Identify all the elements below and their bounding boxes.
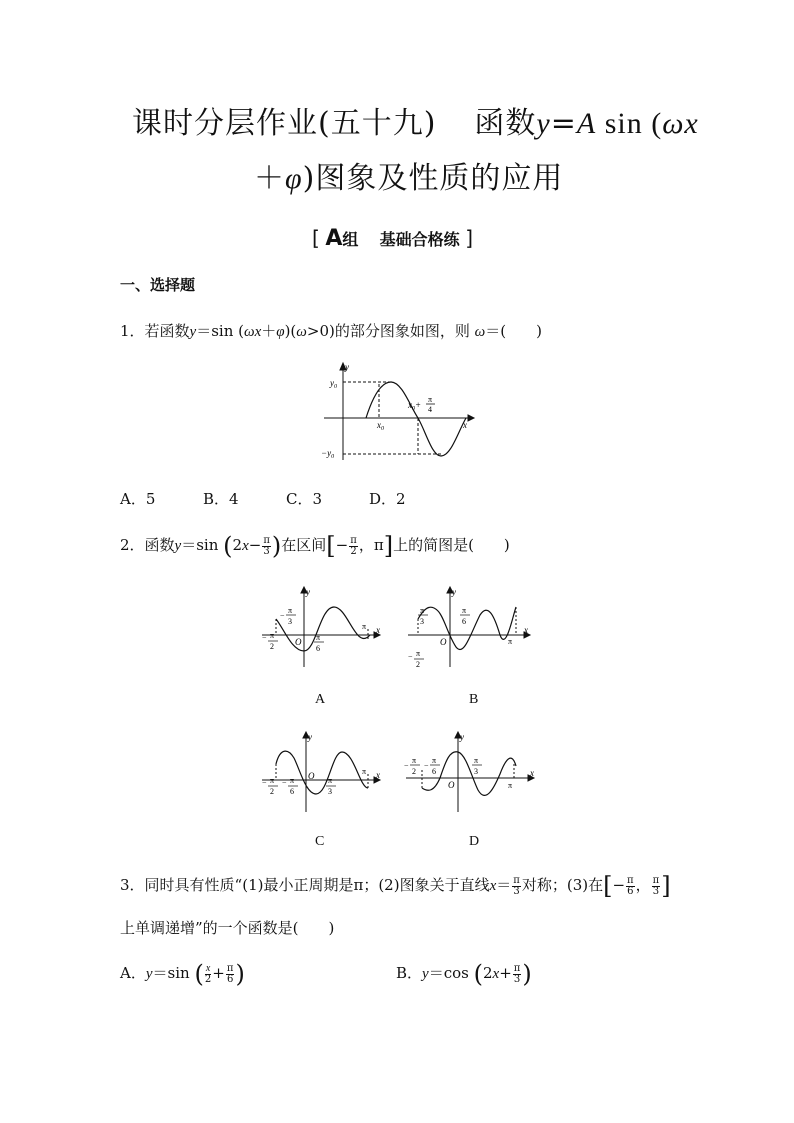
q1-option-c[interactable]: C．3	[286, 490, 323, 508]
q-var: ωx	[244, 324, 262, 340]
frac-den: 3	[652, 885, 660, 897]
tick-label: π	[416, 649, 421, 658]
q-text: +	[212, 964, 225, 982]
bracket-open: [	[312, 226, 320, 250]
axis-label-y: y	[452, 587, 456, 597]
tick-label: −	[404, 761, 409, 770]
tick-label: π	[474, 756, 479, 765]
q-text: 上的简图是( )	[393, 536, 510, 554]
tick-label: 6	[290, 787, 294, 796]
frac-num: π	[627, 874, 634, 886]
q1-option-a[interactable]: A．5	[120, 490, 156, 508]
frac-den: 6	[627, 885, 634, 897]
q-text: ＝sin	[181, 536, 219, 554]
tick-label: 3	[420, 617, 424, 626]
tick-label: π	[462, 606, 467, 615]
frac-num: π	[350, 534, 357, 546]
q-text: −	[335, 536, 349, 554]
axis-label-x: x	[463, 420, 467, 430]
title-part: 函数	[474, 106, 537, 141]
axis-label-x: x	[376, 625, 380, 635]
frac-num: π	[226, 962, 234, 974]
title-part: =	[550, 106, 577, 141]
label-pi: π	[428, 395, 433, 404]
tick-label: −	[282, 778, 287, 787]
q-text: −	[248, 536, 262, 554]
frac-den: 2	[350, 545, 357, 557]
axis-label-x: x	[530, 768, 534, 778]
axis-label-y: y	[306, 587, 310, 597]
tick-label: −	[280, 611, 285, 620]
origin-label: O	[448, 780, 455, 790]
title-var: φ	[285, 162, 303, 195]
q3-option-b[interactable]: B．y＝cos (2x+ $\frac{\pi}{3}$ )	[396, 960, 532, 988]
q2-caption-a[interactable]: A	[315, 692, 326, 707]
frac-den: 3	[513, 885, 520, 897]
section-heading: 一、选择题	[120, 276, 196, 294]
q-var: φ	[276, 324, 285, 340]
q-text: π	[373, 536, 384, 554]
group-label: 组	[342, 230, 359, 249]
tick-label: π	[328, 776, 333, 785]
title-part: ＋	[254, 161, 285, 196]
q1-option-b[interactable]: B．4	[203, 490, 239, 508]
bracket-close: ]	[465, 226, 473, 250]
q-text: >0)的部分图象如图，则	[306, 322, 475, 340]
q-text: ，	[635, 876, 651, 894]
q-text: 2．函数	[120, 536, 175, 554]
tick-label: −	[262, 633, 267, 642]
q2-caption-b[interactable]: B	[469, 692, 479, 707]
axis-label-y: y	[460, 732, 464, 742]
q-text: ＝cos	[428, 964, 469, 982]
question-3-stem: 3．同时具有性质“(1)最小正周期是π；(2)图象关于直线x＝ $\frac{\pi}{3}$ 对称；(3)在[− $\frac{\pi}{6}$ ， $\frac{\pi}{3}$ ]	[120, 872, 671, 900]
frac-den: 2	[204, 973, 212, 985]
x-axis-arrow	[468, 415, 474, 421]
q-text: 2	[232, 536, 243, 554]
sine-curve	[366, 382, 466, 456]
axis-label-x: x	[376, 770, 380, 780]
tick-label: π	[290, 776, 295, 785]
title-var: ωx	[662, 107, 699, 140]
frac-num: π	[513, 874, 520, 886]
tick-label: π	[362, 622, 367, 631]
label-x0: $x_0$	[377, 420, 384, 432]
q-var: y	[422, 966, 429, 982]
q-text: ＝( )	[485, 322, 542, 340]
title-var: A	[576, 107, 597, 140]
q-var: x	[242, 538, 249, 554]
tick-label: π	[316, 633, 321, 642]
tick-label: 6	[316, 644, 320, 653]
q2-caption-d[interactable]: D	[469, 834, 480, 849]
origin-label: O	[440, 637, 447, 647]
tick-label: π	[270, 631, 275, 640]
label-x0-plus: $x_0+$	[408, 400, 422, 412]
tick-label: 3	[328, 787, 332, 796]
group-letter: A	[325, 226, 343, 251]
tick-label: 3	[288, 617, 292, 626]
question-1-graph	[318, 360, 478, 464]
frac-num: x	[205, 962, 211, 974]
tick-label: π	[270, 776, 275, 785]
q-var: y	[174, 538, 182, 554]
axis-label-y: y	[308, 732, 312, 742]
tick-label: −	[424, 761, 429, 770]
label-4: 4	[428, 405, 432, 414]
origin-label: O	[295, 637, 302, 647]
frac-den: 3	[513, 973, 521, 985]
q-text: 1．若函数	[120, 322, 190, 340]
frac-den: 3	[263, 545, 270, 557]
tick-label: π	[362, 767, 367, 776]
group-header	[312, 226, 473, 251]
title-var: y	[536, 107, 551, 140]
tick-label: π	[420, 606, 425, 615]
tick-label: π	[412, 756, 417, 765]
tick-label: 2	[416, 660, 420, 669]
frac-den: 6	[226, 973, 234, 985]
q-var: x	[492, 966, 500, 982]
tick-label: π	[288, 606, 293, 615]
question-1-stem	[120, 320, 542, 341]
frac-num: π	[652, 874, 660, 886]
q-var: ω	[296, 324, 307, 340]
q-var: ω	[474, 324, 486, 340]
q2-graph-b	[404, 585, 532, 669]
q-text: +	[499, 964, 512, 982]
axis-label-x: x	[524, 625, 528, 635]
q3-option-a[interactable]: A．y＝sin ( $\frac{x}{2}$ + $\frac{\pi}{6}$ )	[120, 960, 245, 988]
page-title-line1	[132, 98, 699, 142]
q2-caption-c[interactable]: C	[315, 834, 325, 849]
tick-label: −	[408, 652, 413, 661]
q-text: 对称；(3)在	[521, 876, 604, 894]
title-part: )图象及性质的应用	[302, 161, 564, 196]
q2-graph-d	[402, 730, 536, 814]
q-var: y	[145, 966, 153, 982]
tick-label: π	[508, 637, 513, 646]
q2-graph-c	[258, 730, 382, 814]
tick-label: 6	[432, 767, 436, 776]
q2-graph-a	[258, 585, 382, 669]
tick-label: 2	[270, 787, 274, 796]
q-text: ＝sin	[152, 964, 190, 982]
q-text: B．	[396, 964, 423, 982]
tick-label: 3	[474, 767, 478, 776]
tick-label: −	[262, 778, 267, 787]
q1-option-d[interactable]: D．2	[369, 490, 406, 508]
tick-label: 6	[462, 617, 466, 626]
question-3-stem-line2: 上单调递增”的一个函数是( )	[120, 919, 335, 937]
q-text: 3．同时具有性质“(1)最小正周期是π；(2)图象关于直线	[120, 876, 490, 894]
q-text: 2	[483, 964, 493, 982]
q-text: ＝sin (	[196, 322, 244, 340]
origin-label: O	[308, 771, 315, 781]
title-part: 课时分层作业(五十九)	[132, 106, 437, 141]
frac-num: π	[263, 534, 270, 546]
label-neg-y0: $-y_0$	[321, 448, 335, 460]
tick-label: π	[432, 756, 437, 765]
title-part: sin (	[596, 107, 663, 140]
axis-label-y: y	[345, 362, 349, 372]
label-y0: $y_0$	[330, 378, 337, 390]
q-text: ＝	[496, 876, 512, 894]
tick-label: 2	[412, 767, 416, 776]
tick-label: π	[508, 781, 513, 790]
tick-label: 2	[270, 642, 274, 651]
q-var: x	[489, 878, 497, 894]
q-text: ，	[358, 536, 374, 554]
q-text: 在区间	[281, 536, 327, 554]
question-2-stem: 2．函数y＝sin (2x− $\frac{\pi}{3}$ )在区间[− $\frac{\pi}{2}$ ，π]上的简图是( )	[120, 532, 510, 560]
group-name: 基础合格练	[379, 230, 460, 249]
q-var: y	[189, 324, 197, 340]
q-text: A．	[120, 964, 146, 982]
q-text: −	[612, 876, 626, 894]
q-text: ＋	[261, 322, 277, 340]
q-text: )(	[284, 322, 297, 340]
page-title-line2	[254, 153, 563, 197]
frac-num: π	[513, 962, 521, 974]
